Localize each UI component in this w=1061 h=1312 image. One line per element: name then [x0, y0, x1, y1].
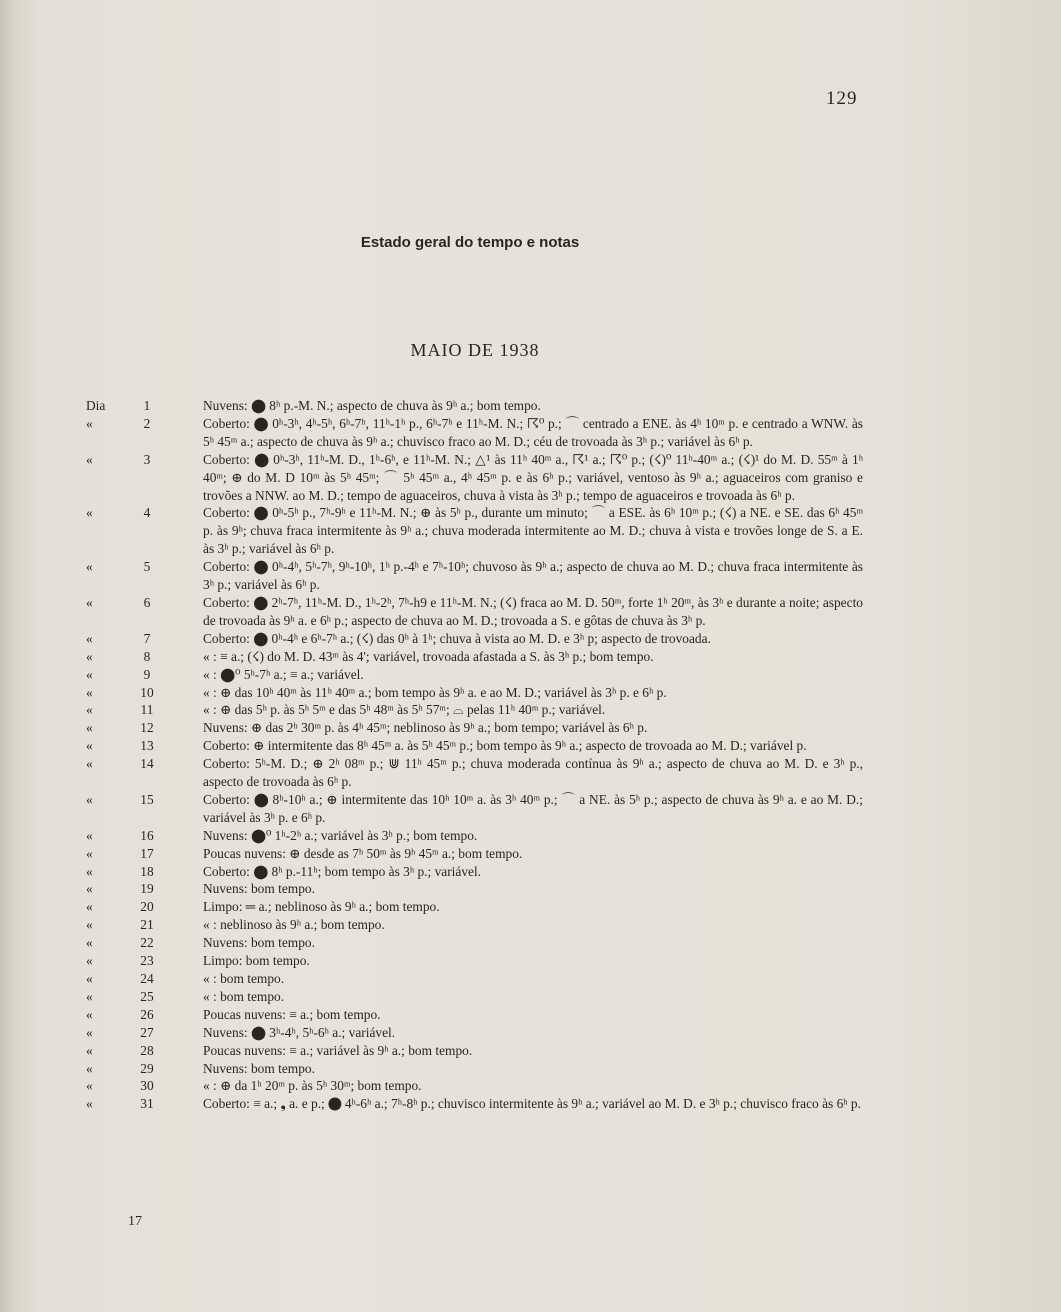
day-weather-text: Coberto: ⬤ 8ʰ p.-11ʰ; bom tempo às 3ʰ p.; variável. — [203, 863, 482, 879]
day-entry — [0, 630, 1061, 648]
day-number: 3 — [143, 451, 151, 467]
day-label: « — [86, 935, 93, 951]
day-entry — [0, 898, 1061, 916]
day-number: 16 — [140, 827, 154, 843]
day-number: 13 — [140, 738, 154, 754]
day-label: « — [86, 881, 93, 897]
day-label: « — [86, 1042, 93, 1058]
day-weather-text: Coberto: ⊕ intermitente das 8ʰ 45ᵐ a. às 5ʰ 45ᵐ p.; bom tempo às 9ʰ a.; aspecto de trovoada ao M. D.; variável p. — [203, 738, 807, 754]
day-label: « — [86, 559, 93, 575]
day-number: 15 — [140, 791, 154, 807]
day-number: 27 — [140, 1024, 154, 1040]
day-number: 11 — [140, 702, 154, 718]
section-title: Estado geral do tempo e notas — [360, 234, 580, 251]
daily-entries — [0, 397, 1061, 1113]
day-number: 5 — [143, 559, 151, 575]
day-label: « — [86, 1060, 93, 1076]
day-number: 14 — [140, 756, 154, 772]
day-number: 18 — [140, 863, 154, 879]
day-weather-text: Nuvens: ⬤ 8ʰ p.-M. N.; aspecto de chuva às 9ʰ a.; bom tempo. — [203, 398, 541, 413]
day-weather-text: « : ≡ a.; (☇) do M. D. 43ᵐ às 4'; variável, trovoada afastada a S. às 3ʰ p.; bom tempo. — [203, 648, 654, 664]
day-weather-text: Coberto: ⬤ 0ʰ-4ʰ e 6ʰ-7ʰ a.; (☇) das 0ʰ à 1ʰ; chuva à vista ao M. D. e 3ʰ p; aspecto de trovoada. — [203, 630, 711, 646]
day-label: « — [86, 594, 93, 610]
day-number: 22 — [140, 935, 154, 951]
day-weather-text: Nuvens: ⬤⁰ 1ʰ-2ʰ a.; variável às 3ʰ p.; bom tempo. — [203, 827, 478, 843]
signature-number: 17 — [128, 1214, 142, 1229]
day-label: « — [86, 791, 93, 807]
day-weather-text: Limpo: bom tempo. — [203, 953, 310, 969]
day-number: 21 — [140, 917, 154, 933]
day-label: « — [86, 738, 93, 754]
day-weather-text: Nuvens: bom tempo. — [203, 881, 315, 897]
day-weather-text: Poucas nuvens: ⊕ desde as 7ʰ 50ᵐ às 9ʰ 45ᵐ a.; bom tempo. — [203, 845, 523, 861]
day-entry — [0, 451, 1061, 505]
day-label: « — [86, 917, 93, 933]
day-weather-text: Coberto: ⬤ 8ʰ-10ʰ a.; ⊕ intermitente das 10ʰ 10ᵐ a. às 3ʰ 40ᵐ p.; ⌒ a NE. às 5ʰ p.; aspecto de chuva às 9ʰ a. e ao M. D.; variável às 3ʰ p. e 6ʰ p. — [203, 791, 863, 825]
day-weather-text: « : ⊕ da 1ʰ 20ᵐ p. às 5ʰ 30ᵐ; bom tempo. — [203, 1078, 422, 1094]
day-weather-text: Coberto: ⬤ 0ʰ-3ʰ, 11ʰ-M. D., 1ʰ-6ʰ, e 11ʰ-M. N.; △¹ às 11ʰ 40ᵐ a., ☈¹ a.; ☈⁰ p.; (☇)⁰ 11ʰ-40ᵐ a.; (☇)¹ do M. D. 55ᵐ à 1ʰ 40ᵐ; ⊕ do M. D 10ᵐ às 5ʰ 45ᵐ; ⌒ 5ʰ 45ᵐ a., 4ʰ 45ᵐ p. e às 6ʰ p.; variável, ventoso às 9ʰ a.; aguaceiros com graniso e trovões a NNW. ao M. D.; tempo de aguaceiros, chuva à vista às 3ʰ p.; tempo de aguaceiros e trovoada às 6ʰ p. — [203, 451, 863, 503]
day-weather-text: Poucas nuvens: ≡ a.; bom tempo. — [203, 1006, 381, 1022]
day-label: « — [86, 899, 93, 915]
day-label: « — [86, 451, 93, 467]
day-label: « — [86, 666, 93, 682]
day-weather-text: Limpo: ═ a.; neblinoso às 9ʰ a.; bom tempo. — [203, 899, 440, 915]
day-entry — [0, 863, 1061, 881]
day-entry — [0, 701, 1061, 719]
day-number: 19 — [140, 881, 154, 897]
day-label: « — [86, 988, 93, 1004]
day-number: 17 — [140, 845, 154, 861]
day-weather-text: « : bom tempo. — [203, 971, 285, 986]
day-entry — [0, 1095, 1061, 1113]
day-label: « — [86, 630, 93, 646]
day-number: 20 — [140, 899, 154, 915]
day-entry — [0, 916, 1061, 934]
day-weather-text: « : ⊕ das 10ʰ 40ᵐ às 11ʰ 40ᵐ a.; bom tempo às 9ʰ a. e ao M. D.; variável às 3ʰ p. e 6ʰ p. — [203, 684, 667, 700]
day-number: 26 — [140, 1006, 154, 1022]
day-entry — [0, 504, 1061, 558]
day-label: « — [86, 845, 93, 861]
day-entry — [0, 827, 1061, 845]
day-label: « — [86, 505, 93, 521]
day-label: Dia — [86, 398, 106, 413]
day-entry — [0, 970, 1061, 988]
day-entry — [0, 1042, 1061, 1060]
day-number: 30 — [140, 1078, 154, 1094]
day-weather-text: Nuvens: ⊕ das 2ʰ 30ᵐ p. às 4ʰ 45ᵐ; neblinoso às 9ʰ a.; bom tempo; variável às 6ʰ p. — [203, 720, 648, 736]
day-label: « — [86, 971, 93, 986]
day-entry — [0, 845, 1061, 863]
day-label: « — [86, 684, 93, 700]
day-weather-text: « : ⬤⁰ 5ʰ-7ʰ a.; ≡ a.; variável. — [203, 666, 364, 682]
day-label: « — [86, 415, 93, 431]
day-entry — [0, 719, 1061, 737]
day-number: 24 — [140, 971, 154, 986]
day-entry — [0, 594, 1061, 630]
day-number: 4 — [143, 505, 151, 521]
day-label: « — [86, 756, 93, 772]
day-number: 2 — [143, 415, 151, 431]
day-number: 28 — [140, 1042, 154, 1058]
day-entry — [0, 988, 1061, 1006]
day-weather-text: Nuvens: ⬤ 3ʰ-4ʰ, 5ʰ-6ʰ a.; variável. — [203, 1024, 396, 1040]
day-label: « — [86, 863, 93, 879]
day-number: 25 — [140, 988, 154, 1004]
day-entry — [0, 880, 1061, 898]
day-weather-text: « : bom tempo. — [203, 988, 285, 1004]
day-entry — [0, 684, 1061, 702]
day-entry — [0, 952, 1061, 970]
day-entry — [0, 1077, 1061, 1095]
day-label: « — [86, 827, 93, 843]
day-label: « — [86, 1096, 93, 1112]
page-number: 129 — [826, 88, 858, 109]
day-number: 7 — [143, 630, 151, 646]
day-label: « — [86, 953, 93, 969]
day-number: 1 — [143, 398, 151, 413]
day-number: 6 — [143, 594, 151, 610]
day-number: 8 — [143, 648, 151, 664]
day-number: 23 — [140, 953, 154, 969]
day-entry — [0, 415, 1061, 451]
day-label: « — [86, 1078, 93, 1094]
day-entry — [0, 666, 1061, 684]
day-weather-text: Coberto: ⬤ 2ʰ-7ʰ, 11ʰ-M. D., 1ʰ-2ʰ, 7ʰ-h9 e 11ʰ-M. N.; (☇) fraca ao M. D. 50ᵐ, forte 1ʰ 20ᵐ, às 3ʰ e durante a noite; aspecto de trovoada às 9ʰ a. e 6ʰ p.; aspecto de chuva ao M. D.; trovoada a S. e gôtas de chuva às 3ʰ p. — [203, 594, 863, 628]
day-weather-text: Coberto: ≡ a.; ❟ a. e p.; ⬤ 4ʰ-6ʰ a.; 7ʰ-8ʰ p.; chuvisco intermitente às 9ʰ a.; variável ao M. D. e 3ʰ p.; chuvisco fraco às 6ʰ p. — [203, 1096, 861, 1112]
day-weather-text: « : neblinoso às 9ʰ a.; bom tempo. — [203, 917, 385, 933]
day-label: « — [86, 702, 93, 718]
day-label: « — [86, 720, 93, 736]
day-weather-text: Poucas nuvens: ≡ a.; variável às 9ʰ a.; bom tempo. — [203, 1042, 473, 1058]
day-entry — [0, 791, 1061, 827]
day-weather-text: « : ⊕ das 5ʰ p. às 5ʰ 5ᵐ e das 5ʰ 48ᵐ às 5ʰ 57ᵐ; ⌓ pelas 11ʰ 40ᵐ p.; variável. — [203, 702, 606, 718]
day-entry — [0, 558, 1061, 594]
day-weather-text: Coberto: ⬤ 0ʰ-3ʰ, 4ʰ-5ʰ, 6ʰ-7ʰ, 11ʰ-1ʰ p., 6ʰ-7ʰ e 11ʰ-M. N.; ☈⁰ p.; ⌒ centrado a ENE. às 4ʰ 10ᵐ p. e centrado a WNW. às 5ʰ 45ᵐ a.; aspecto de chuva às 9ʰ a.; chuvisco fraco ao M. D.; céu de trovoada às 3ʰ p.; variável às 6ʰ p. — [203, 415, 863, 449]
day-weather-text: Nuvens: bom tempo. — [203, 935, 315, 951]
day-label: « — [86, 1006, 93, 1022]
day-entry — [0, 934, 1061, 952]
month-title: MAIO DE 1938 — [410, 340, 540, 360]
day-number: 31 — [140, 1096, 154, 1112]
day-label: « — [86, 1024, 93, 1040]
day-entry — [0, 397, 1061, 415]
day-number: 12 — [140, 720, 154, 736]
day-weather-text: Coberto: 5ʰ-M. D.; ⊕ 2ʰ 08ᵐ p.; ⋓ 11ʰ 45ᵐ p.; chuva moderada contínua às 9ʰ a.; aspecto de chuva ao M. D. e 3ʰ p., aspecto de trovoada às 6ʰ p. — [203, 756, 863, 790]
day-label: « — [86, 648, 93, 664]
day-entry — [0, 1060, 1061, 1078]
day-weather-text: Nuvens: bom tempo. — [203, 1060, 315, 1076]
day-number: 29 — [140, 1060, 154, 1076]
day-entry — [0, 1006, 1061, 1024]
day-entry — [0, 1024, 1061, 1042]
day-entry — [0, 755, 1061, 791]
day-number: 10 — [140, 684, 154, 700]
day-entry — [0, 737, 1061, 755]
day-number: 9 — [143, 666, 151, 682]
day-weather-text: Coberto: ⬤ 0ʰ-4ʰ, 5ʰ-7ʰ, 9ʰ-10ʰ, 1ʰ p.-4ʰ e 7ʰ-10ʰ; chuvoso às 9ʰ a.; aspecto de chuva ao M. D.; chuva fraca intermitente às 3ʰ p.; variável às 6ʰ p. — [203, 559, 863, 593]
day-entry — [0, 648, 1061, 666]
day-weather-text: Coberto: ⬤ 0ʰ-5ʰ p., 7ʰ-9ʰ e 11ʰ-M. N.; ⊕ às 5ʰ p., durante um minuto; ⌒ a ESE. às 6ʰ 10ᵐ p.; (☇) a NE. e SE. das 6ʰ 45ᵐ p. às 9ʰ; chuva fraca intermitente às 9ʰ a.; chuva moderada intermitente ao M. D.; chuva à vista e trovões longe de S. a E. às 3ʰ p.; variável às 6ʰ p. — [203, 505, 863, 557]
